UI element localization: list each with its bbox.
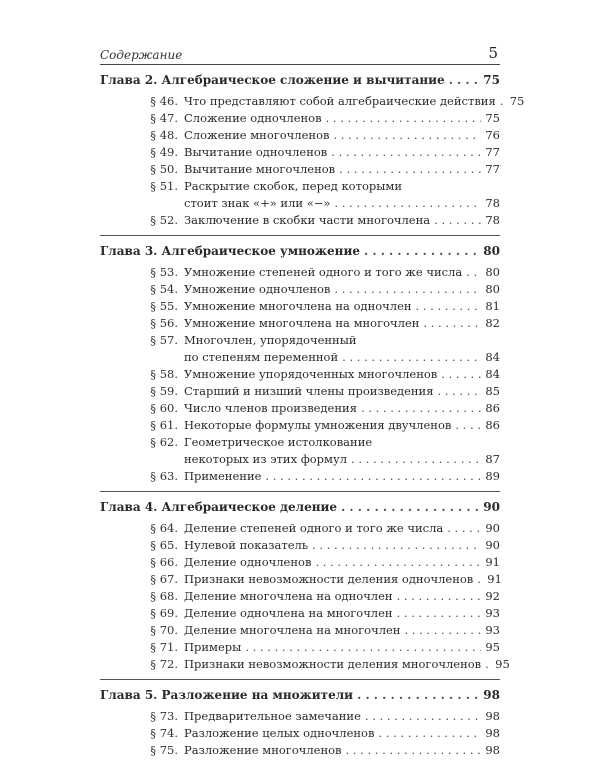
section-title: Деление многочлена на многочлен <box>184 623 401 637</box>
leader-dots <box>357 686 479 705</box>
chapter-block <box>100 236 500 492</box>
section-number: § 73. <box>150 709 178 723</box>
section-page: 93 <box>485 606 500 620</box>
leader-dots <box>416 298 482 315</box>
section-page: 90 <box>485 521 500 535</box>
section-entry[interactable] <box>100 110 500 127</box>
section-number: § 58. <box>150 367 178 381</box>
section-page: 82 <box>485 316 500 330</box>
leader-dots <box>333 127 481 144</box>
section-title: Деление многочлена на одночлен <box>184 589 393 603</box>
section-entry[interactable] <box>100 434 500 468</box>
section-title: Что представляют собой алгебраические действия <box>184 94 496 108</box>
leader-dots <box>245 639 481 656</box>
section-page: 75 <box>509 94 525 108</box>
leader-dots <box>466 264 481 281</box>
leader-dots <box>404 622 481 639</box>
section-title: Многочлен, упорядоченный <box>184 333 357 347</box>
leader-dots <box>378 725 481 742</box>
section-page: 77 <box>485 145 500 159</box>
chapter-page: 75 <box>483 73 500 87</box>
section-number: § 57. <box>150 333 178 347</box>
section-entry[interactable] <box>100 520 500 537</box>
section-page: 75 <box>485 111 500 125</box>
section-page: 98 <box>485 709 500 723</box>
section-number: § 69. <box>150 606 178 620</box>
section-title: Деление одночлена на многочлен <box>184 606 393 620</box>
section-entry[interactable] <box>100 537 500 554</box>
leader-dots <box>397 588 482 605</box>
section-page: 90 <box>485 538 500 552</box>
section-entry[interactable] <box>100 605 500 622</box>
leader-dots <box>326 110 482 127</box>
section-title-continued: стоит знак «+» или «−» <box>184 196 331 210</box>
section-entry[interactable] <box>100 178 500 212</box>
section-title: Примеры <box>184 640 242 654</box>
leader-dots <box>346 742 482 759</box>
section-entry[interactable] <box>100 315 500 332</box>
section-entry[interactable] <box>100 571 500 588</box>
section-page: 95 <box>495 657 510 671</box>
section-number: § 48. <box>150 128 178 142</box>
section-title: Разложение многочленов <box>184 743 342 757</box>
toc-page <box>100 40 525 765</box>
section-page: 78 <box>485 196 500 210</box>
section-page: 77 <box>485 162 500 176</box>
chapter-title: Глава 4. Алгебраическое деление <box>100 500 338 514</box>
section-entry[interactable] <box>100 298 500 315</box>
section-entry[interactable] <box>100 725 500 742</box>
section-title: Применение <box>184 469 262 483</box>
section-number: § 50. <box>150 162 178 176</box>
section-entry[interactable] <box>100 366 500 383</box>
section-number: § 54. <box>150 282 178 296</box>
section-number: § 64. <box>150 521 178 535</box>
section-title: Некоторые формулы умножения двучленов <box>184 418 452 432</box>
section-page: 91 <box>485 555 500 569</box>
section-title: Разложение целых одночленов <box>184 726 375 740</box>
section-title: Умножение одночленов <box>184 282 331 296</box>
leader-dots <box>365 708 481 725</box>
running-head <box>100 40 500 65</box>
chapter-entry[interactable] <box>100 242 500 261</box>
chapter-title: Глава 3. Алгебраическое умножение <box>100 244 360 258</box>
section-page: 85 <box>485 384 500 398</box>
leader-dots <box>342 349 481 366</box>
leader-dots <box>341 498 479 517</box>
leader-dots <box>364 242 479 261</box>
chapter-title: Глава 5. Разложение на множители <box>100 688 354 702</box>
section-page: 78 <box>485 213 500 227</box>
chapter-entry[interactable] <box>100 498 500 517</box>
leader-dots <box>334 195 481 212</box>
section-entry[interactable] <box>100 708 500 725</box>
leader-dots <box>334 281 481 298</box>
section-page: 91 <box>487 572 502 586</box>
section-page: 98 <box>485 726 500 740</box>
section-entry[interactable] <box>100 144 500 161</box>
section-number: § 72. <box>150 657 178 671</box>
chapter-title: Глава 2. Алгебраическое сложение и вычитание <box>100 73 445 87</box>
section-title-continued: некоторых из этих формул <box>184 452 348 466</box>
section-number: § 61. <box>150 418 178 432</box>
leader-dots <box>361 400 481 417</box>
section-entry[interactable] <box>100 468 500 485</box>
leader-dots <box>434 212 481 229</box>
section-page: 86 <box>485 418 500 432</box>
section-entry[interactable] <box>100 639 500 656</box>
leader-dots <box>331 144 481 161</box>
section-entry[interactable] <box>100 161 500 178</box>
section-entry[interactable] <box>100 742 500 759</box>
section-title: Вычитание одночленов <box>184 145 328 159</box>
leader-dots <box>485 656 491 673</box>
section-page: 84 <box>485 367 500 381</box>
section-number: § 74. <box>150 726 178 740</box>
section-number: § 53. <box>150 265 178 279</box>
section-page: 95 <box>485 640 500 654</box>
chapter-block <box>100 680 500 765</box>
page-number: 5 <box>488 44 498 62</box>
section-entry[interactable] <box>100 417 500 434</box>
section-title: Умножение многочлена на многочлен <box>184 316 420 330</box>
leader-dots <box>339 161 481 178</box>
section-number: § 60. <box>150 401 178 415</box>
table-of-contents <box>100 65 525 765</box>
section-title: Деление степеней одного и того же числа <box>184 521 444 535</box>
section-number: § 51. <box>150 179 178 193</box>
section-entry[interactable] <box>100 383 500 400</box>
section-number: § 63. <box>150 469 178 483</box>
section-entry[interactable] <box>100 212 500 229</box>
chapter-page: 90 <box>483 500 500 514</box>
chapter-block <box>100 65 525 236</box>
section-title: Предварительное замечание <box>184 709 361 723</box>
section-entry[interactable] <box>100 281 500 298</box>
section-page: 80 <box>485 282 500 296</box>
section-entry[interactable] <box>100 400 500 417</box>
section-page: 81 <box>485 299 500 313</box>
section-title: Вычитание многочленов <box>184 162 336 176</box>
section-number: § 55. <box>150 299 178 313</box>
section-number: § 71. <box>150 640 178 654</box>
section-entry[interactable] <box>100 93 525 110</box>
section-title: Сложение многочленов <box>184 128 330 142</box>
section-page: 93 <box>485 623 500 637</box>
section-entry[interactable] <box>100 332 500 366</box>
section-number: § 62. <box>150 435 178 449</box>
section-entry[interactable] <box>100 127 500 144</box>
section-title: Признаки невозможности деления многочленов <box>184 657 482 671</box>
section-title: Нулевой показатель <box>184 538 309 552</box>
chapter-entry[interactable] <box>100 686 500 705</box>
section-number: § 67. <box>150 572 178 586</box>
chapter-page: 80 <box>483 244 500 258</box>
section-title: Сложение одночленов <box>184 111 322 125</box>
section-page: 86 <box>485 401 500 415</box>
section-page: 84 <box>485 350 500 364</box>
section-title: Признаки невозможности деления одночленов <box>184 572 474 586</box>
section-page: 89 <box>485 469 500 483</box>
leader-dots <box>312 537 481 554</box>
section-number: § 52. <box>150 213 178 227</box>
leader-dots <box>437 383 481 400</box>
section-title: Умножение степеней одного и того же числа <box>184 265 463 279</box>
leader-dots <box>500 93 506 110</box>
section-number: § 49. <box>150 145 178 159</box>
section-number: § 75. <box>150 743 178 757</box>
section-entry[interactable] <box>100 554 500 571</box>
section-title-continued: по степеням переменной <box>184 350 339 364</box>
chapter-entry[interactable] <box>100 71 500 90</box>
leader-dots <box>397 605 482 622</box>
section-entry[interactable] <box>100 264 500 281</box>
section-title: Число членов произведения <box>184 401 357 415</box>
section-number: § 66. <box>150 555 178 569</box>
section-page: 87 <box>485 452 500 466</box>
section-page: 98 <box>485 743 500 757</box>
section-title: Умножение упорядоченных многочленов <box>184 367 438 381</box>
leader-dots <box>351 451 481 468</box>
leader-dots <box>441 366 481 383</box>
leader-dots <box>423 315 481 332</box>
section-entry[interactable] <box>100 656 510 673</box>
section-title: Умножение многочлена на одночлен <box>184 299 412 313</box>
leader-dots <box>477 571 483 588</box>
section-entry[interactable] <box>100 622 500 639</box>
chapter-page: 98 <box>483 688 500 702</box>
section-number: § 56. <box>150 316 178 330</box>
section-title: Деление одночленов <box>184 555 312 569</box>
section-number: § 68. <box>150 589 178 603</box>
section-entry[interactable] <box>100 588 500 605</box>
chapter-block <box>100 492 510 680</box>
section-number: § 65. <box>150 538 178 552</box>
section-title: Раскрытие скобок, перед которыми <box>184 179 403 193</box>
leader-dots <box>315 554 481 571</box>
running-head-title: Содержание <box>100 48 183 62</box>
leader-dots <box>265 468 481 485</box>
section-number: § 59. <box>150 384 178 398</box>
leader-dots <box>455 417 481 434</box>
section-page: 76 <box>485 128 500 142</box>
section-number: § 47. <box>150 111 178 125</box>
section-title: Заключение в скобки части многочлена <box>184 213 431 227</box>
section-page: 80 <box>485 265 500 279</box>
leader-dots <box>447 520 481 537</box>
section-title: Старший и низший члены произведения <box>184 384 434 398</box>
section-title: Геометрическое истолкование <box>184 435 373 449</box>
leader-dots <box>449 71 480 90</box>
section-number: § 46. <box>150 94 178 108</box>
section-number: § 70. <box>150 623 178 637</box>
section-page: 92 <box>485 589 500 603</box>
